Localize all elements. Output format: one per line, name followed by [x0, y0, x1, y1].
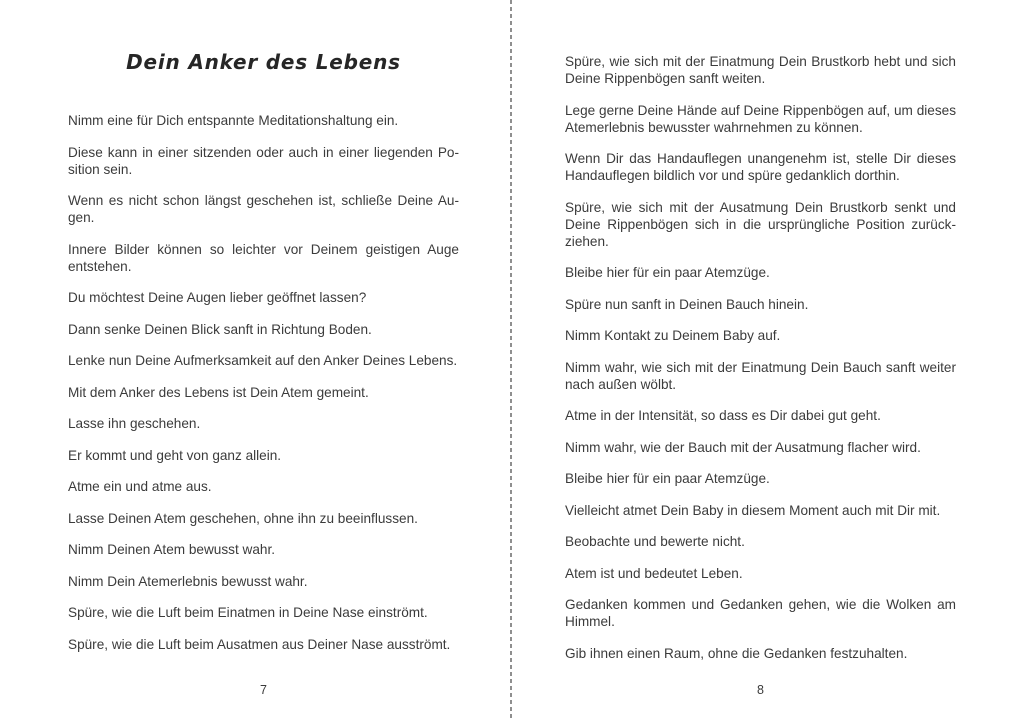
- paragraph: Nimm wahr, wie der Bauch mit der Ausatmung flacher wird.: [565, 439, 921, 455]
- page-number-right: 8: [757, 683, 764, 697]
- paragraph: Dann senke Deinen Blick sanft in Richtung Boden.: [68, 321, 372, 337]
- paragraph: Spüre, wie die Luft beim Ausatmen aus Deiner Nase ausströmt.: [68, 636, 451, 652]
- paragraph: Atem ist und bedeutet Leben.: [565, 565, 743, 581]
- paragraph: Vielleicht atmet Dein Baby in diesem Moment auch mit Dir mit.: [565, 502, 941, 518]
- paragraph: Spüre, wie die Luft beim Einatmen in Deine Nase einströmt.: [68, 605, 428, 620]
- paragraph: Lasse Deinen Atem geschehen, ohne ihn zu beeinflussen.: [68, 510, 418, 526]
- paragraph: Atme ein und atme aus.: [68, 479, 212, 494]
- paragraph: Lege gerne Deine Hände auf Deine Rippenbögen auf, um dieses Atemerlebnis bewusster wahrnehmen zu können.: [565, 102, 956, 135]
- paragraph: Spüre nun sanft in Deinen Bauch hinein.: [565, 296, 809, 312]
- paragraph: Gedanken kommen und Gedanken gehen, wie die Wolken am Himmel.: [565, 597, 956, 629]
- paragraph: Lasse ihn geschehen.: [68, 416, 201, 431]
- page-title: Dein Anker des Lebens: [126, 50, 401, 74]
- paragraph: Innere Bilder können so leichter vor Deinem geistigen Auge entstehen.: [68, 241, 459, 274]
- paragraph: Nimm eine für Dich entspannte Meditationshaltung ein.: [68, 113, 399, 128]
- paragraph: Atme in der Intensität, so dass es Dir dabei gut geht.: [565, 408, 881, 423]
- paragraph: Er kommt und geht von ganz allein.: [68, 447, 282, 463]
- paragraph: Gib ihnen einen Raum, ohne die Gedanken festzuhalten.: [565, 645, 908, 661]
- paragraph: Nimm Kontakt zu Deinem Baby auf.: [565, 328, 781, 343]
- paragraph: Wenn Dir das Handauflegen unangenehm ist, stelle Dir dieses Handauflegen bildlich vor und spüre gedanklich dorthin.: [565, 151, 956, 183]
- paragraph: Bleibe hier für ein paar Atemzüge.: [565, 471, 770, 486]
- paragraph: Beobachte und bewerte nicht.: [565, 534, 745, 549]
- paragraph: Diese kann in einer sitzenden oder auch in einer liegenden Position sein.: [68, 144, 459, 177]
- paragraph: Du möchtest Deine Augen lieber geöffnet lassen?: [68, 290, 367, 305]
- paragraph: Bleibe hier für ein paar Atemzüge.: [565, 265, 770, 280]
- page-divider: [510, 0, 512, 719]
- paragraph: Spüre, wie sich mit der Einatmung Dein Brustkorb hebt und sich Deine Rippenbögen sanft weiten.: [565, 54, 956, 86]
- paragraph: Mit dem Anker des Lebens ist Dein Atem gemeint.: [68, 384, 369, 400]
- paragraph: Nimm wahr, wie sich mit der Einatmung Dein Bauch sanft weiter nach außen wölbt.: [565, 359, 956, 392]
- paragraph: Nimm Deinen Atem bewusst wahr.: [68, 542, 276, 557]
- paragraph: Spüre, wie sich mit der Ausatmung Dein Brustkorb senkt und Deine Rippenbögen sich in die ursprüngliche Position zurückziehen.: [565, 199, 956, 249]
- page-number-left: 7: [260, 683, 267, 697]
- paragraph: Lenke nun Deine Aufmerksamkeit auf den Anker Deines Lebens.: [68, 353, 458, 368]
- paragraph: Nimm Dein Atemerlebnis bewusst wahr.: [68, 573, 308, 589]
- paragraph: Wenn es nicht schon längst geschehen ist, schließe Deine Augen.: [68, 193, 459, 225]
- page-7: [68, 0, 459, 719]
- page-8: [565, 0, 956, 719]
